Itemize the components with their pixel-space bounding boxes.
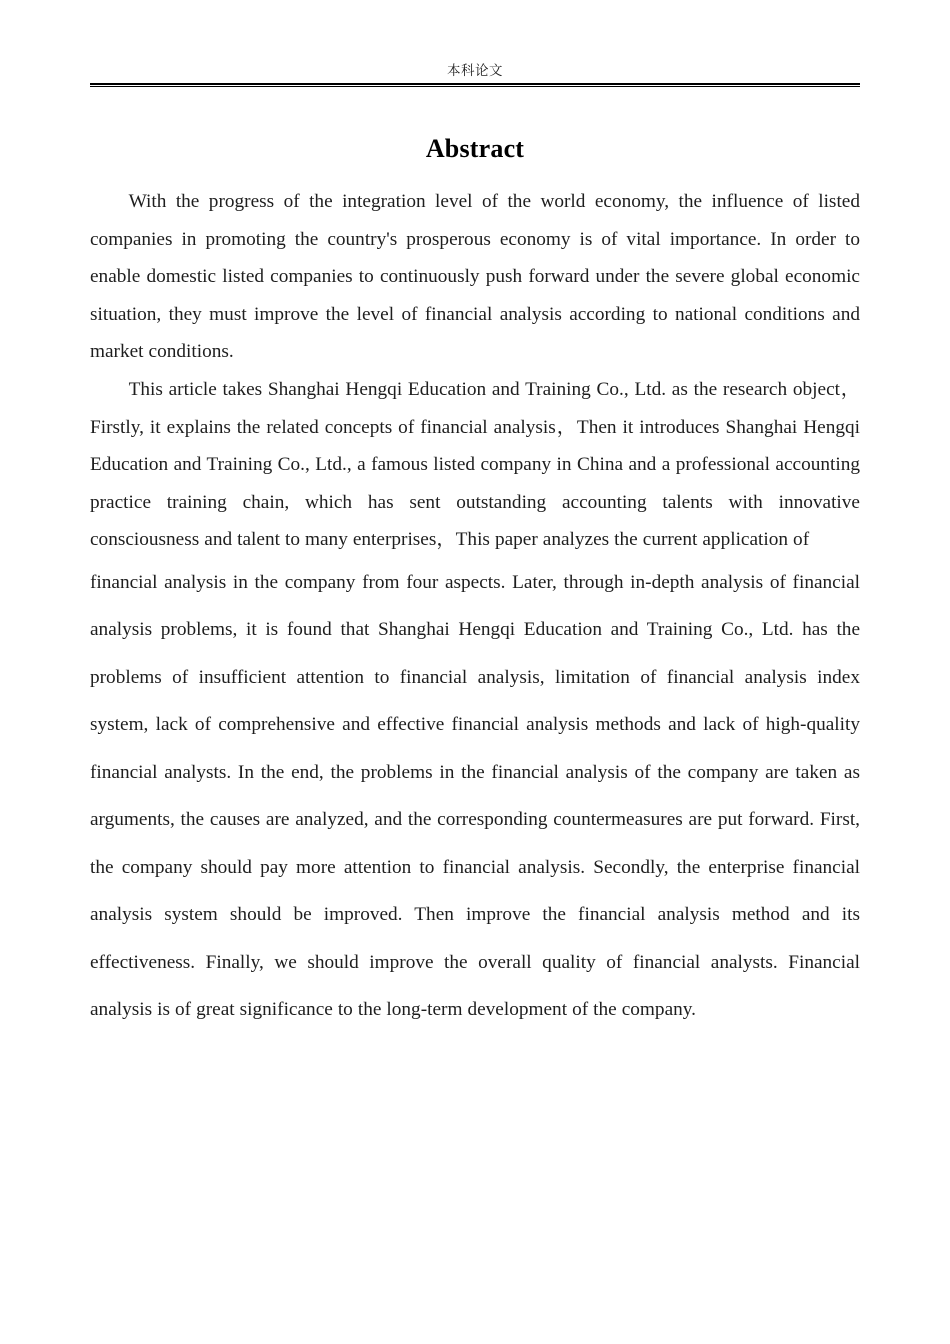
paragraph-2: This article takes Shanghai Hengqi Education and Training Co., Ltd. as the research object，Firstly, it explains the related concepts of financial analysis，Then it introduces Shanghai Hengqi Education and Training Co., Ltd., a famous listed company in China and a professional accounting practice training chain, which has sent outstanding accounting talents with innovative consciousness and talent to many enterprises，This paper analyzes the current application of [90,378,860,551]
paragraph-1: With the progress of the integration level of the world economy, the influence of listed companies in promoting the country's prosperous economy is of vital importance. In order to enable domestic listed companies to continuously push forward under the severe global economic situation, they must improve the level of financial analysis according to national conditions and market conditions. [90,191,860,363]
abstract-body [90,183,860,1034]
paragraph-3: financial analysis in the company from four aspects. Later, through in-depth analysis of financial analysis problems, it is found that Shanghai Hengqi Education and Training Co., Ltd. has the problems of insufficient attention to financial analysis, limitation of financial analysis index system, lack of comprehensive and effective financial analysis methods and lack of high-quality financial analysts. In the end, the problems in the financial analysis of the company are taken as arguments, the causes are analyzed, and the corresponding countermeasures are put forward. First, the company should pay more attention to financial analysis. Secondly, the enterprise financial analysis system should be improved. Then improve the financial analysis method and its effectiveness. Finally, we should improve the overall quality of financial analysts. Financial analysis is of great significance to the long-term development of the company. [90,571,860,1021]
header-double-rule [90,83,860,87]
running-header-title: 本科论文 [447,63,503,79]
page-header [90,62,860,87]
page-title: Abstract [425,134,525,163]
